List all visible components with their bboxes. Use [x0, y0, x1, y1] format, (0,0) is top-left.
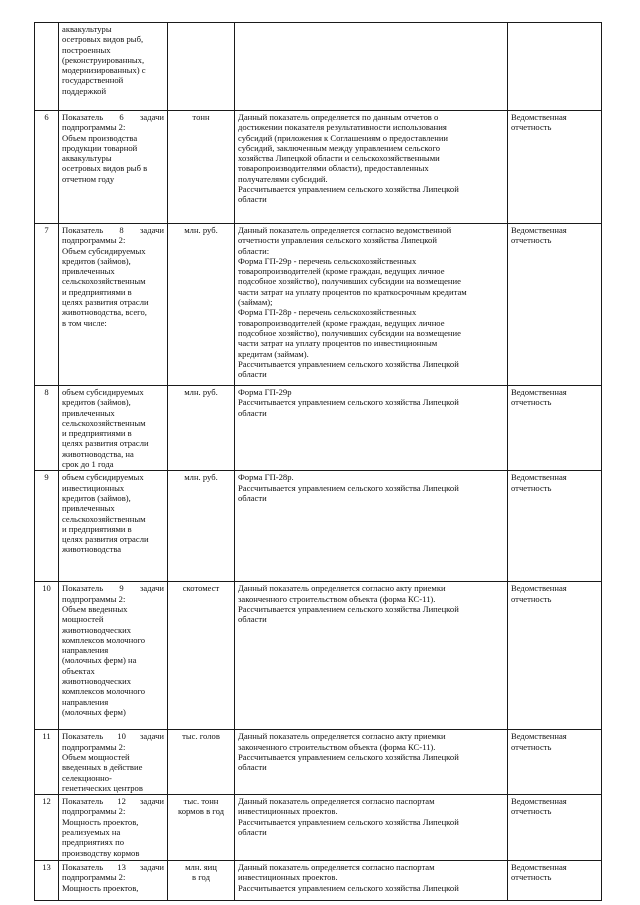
unit-line: млн. руб.	[184, 387, 218, 397]
method-cell	[235, 795, 508, 861]
table-row	[35, 23, 602, 111]
indicator-name-line: Объем субсидируемых	[62, 245, 146, 256]
indicator-name-line: животноводства	[62, 544, 122, 555]
indicator-name-cell	[59, 23, 168, 111]
indicator-name-line: направления	[62, 696, 109, 707]
method-cell	[235, 224, 508, 386]
indicator-name-line: предприятиях по	[62, 837, 125, 848]
method-line: товаропроизводителей (кроме граждан, ведущих личное	[238, 317, 445, 328]
indicator-name-line: Показатель 8 задачи	[62, 225, 164, 235]
table-row	[35, 224, 602, 386]
unit-cell	[168, 386, 235, 471]
indicator-name-line: и предприятиями в	[62, 523, 132, 534]
source-cell	[508, 386, 602, 471]
method-line: Рассчитывается управлением сельского хозяйства Липецкой	[238, 184, 459, 195]
row-number-cell	[35, 795, 59, 861]
table-row	[35, 730, 602, 795]
indicator-name-line: привлеченных	[62, 503, 115, 514]
method-line: области:	[238, 245, 270, 256]
source-cell	[508, 224, 602, 386]
unit-line: скотомест	[182, 583, 220, 594]
indicator-name-line: животноводства, всего,	[62, 307, 147, 318]
method-line: законченного строительством объекта (форма КС-11).	[238, 741, 436, 752]
method-line: подсобное хозяйство), получивших субсидии на возмещение	[238, 276, 461, 287]
indicator-name-line: Показатель 12 задачи	[62, 796, 164, 807]
method-line: области	[238, 762, 267, 773]
source-line: отчетность	[511, 122, 552, 133]
method-line: Рассчитывается управлением сельского хозяйства Липецкой	[238, 603, 459, 614]
indicator-name-line: (реконструированных,	[62, 54, 145, 65]
row-number: 10	[42, 583, 51, 594]
table-row	[35, 861, 602, 901]
indicator-name-line: кредитов (займов),	[62, 492, 131, 503]
indicator-name-line: сельскохозяйственным	[62, 513, 146, 524]
indicator-name-line: (молочных ферм)	[62, 706, 126, 717]
row-number-cell	[35, 471, 59, 582]
source-cell	[508, 23, 602, 111]
method-line: Форма ГП-28р - перечень сельскохозяйственных	[238, 307, 417, 318]
unit-line: тыс. тонн	[183, 796, 219, 807]
indicator-name-line: целях развития отрасли	[62, 534, 149, 545]
indicator-name-line: модернизированных) с	[62, 65, 146, 76]
method-line: области	[238, 614, 267, 625]
method-line: Данный показатель определяется согласно акту приемки	[238, 583, 446, 594]
indicator-name-cell	[59, 730, 168, 795]
method-cell	[235, 582, 508, 730]
indicator-name-cell	[59, 224, 168, 386]
source-line: Ведомственная	[511, 862, 567, 873]
indicator-name-line: подпрограммы 2:	[62, 872, 126, 883]
indicator-name-line: инвестиционных	[62, 482, 125, 493]
row-number-cell	[35, 386, 59, 471]
source-line: Ведомственная	[511, 796, 567, 807]
unit-cell	[168, 471, 235, 582]
indicator-name-line: объектах	[62, 665, 95, 676]
indicator-name-line: подпрограммы 2:	[62, 806, 126, 817]
method-line: Форма ГП-29р	[238, 387, 292, 397]
source-line: отчетность	[511, 741, 552, 752]
source-line: Ведомственная	[511, 225, 567, 235]
method-line: Рассчитывается управлением сельского хозяйства Липецкой	[238, 751, 459, 762]
indicator-name-cell	[59, 861, 168, 901]
indicator-name-line: Показатель 6 задачи	[62, 112, 164, 122]
source-cell	[508, 730, 602, 795]
method-line: Рассчитывается управлением сельского хозяйства Липецкой	[238, 397, 459, 408]
source-line: Ведомственная	[511, 583, 567, 594]
indicator-name-line: животноводческих	[62, 676, 132, 687]
indicator-name-line: сельскохозяйственным	[62, 417, 146, 428]
source-line: Ведомственная	[511, 387, 567, 397]
row-number: 6	[44, 112, 49, 122]
unit-line: тыс. голов	[182, 731, 220, 742]
unit-line: в год	[192, 872, 210, 883]
indicator-name-line: привлеченных	[62, 266, 115, 277]
method-line: области	[238, 194, 267, 205]
row-number-cell	[35, 861, 59, 901]
unit-line: млн. яиц	[185, 862, 217, 873]
row-number: 11	[42, 731, 51, 742]
indicator-name-line: поддержкой	[62, 85, 107, 96]
method-line: подсобное хозяйство), получивших субсидии на возмещение	[238, 327, 461, 338]
indicator-name-line: сельскохозяйственным	[62, 276, 146, 287]
indicator-name-line: Объем производства	[62, 132, 138, 143]
method-cell	[235, 471, 508, 582]
method-line: Форма ГП-28р.	[238, 472, 294, 483]
indicator-name-line: Показатель 10 задачи	[62, 731, 164, 742]
indicator-name-line: кредитов (займов),	[62, 397, 131, 408]
indicator-name-line: Объем мощностей	[62, 751, 130, 762]
unit-cell	[168, 861, 235, 901]
indicator-name-cell	[59, 386, 168, 471]
method-line: субсидий, заключенным между управлением сельского	[238, 142, 441, 153]
source-line: отчетность	[511, 235, 552, 246]
table-row	[35, 386, 602, 471]
indicator-name-line: производству кормов	[62, 847, 140, 858]
table-row	[35, 582, 602, 730]
table-row	[35, 795, 602, 861]
method-cell	[235, 23, 508, 111]
unit-line: тонн	[192, 112, 210, 122]
source-cell	[508, 111, 602, 224]
indicator-name-line: кредитов (займов),	[62, 255, 131, 266]
unit-cell	[168, 224, 235, 386]
method-line: хозяйства Липецкой области и сельскохозяйственными	[238, 153, 440, 164]
method-line: Данный показатель определяется согласно паспортам	[238, 796, 435, 807]
source-line: отчетность	[511, 806, 552, 817]
indicator-name-cell	[59, 111, 168, 224]
method-line: Рассчитывается управлением сельского хозяйства Липецкой	[238, 882, 459, 893]
indicator-name-line: комплексов молочного	[62, 634, 146, 645]
indicator-name-cell	[59, 471, 168, 582]
indicator-name-line: (молочных ферм) на	[62, 655, 137, 666]
source-cell	[508, 471, 602, 582]
indicator-name-line: в том числе:	[62, 317, 107, 328]
method-line: инвестиционных проектов.	[238, 872, 338, 883]
row-number-cell	[35, 23, 59, 111]
source-line: отчетность	[511, 397, 552, 408]
indicator-name-line: и предприятиями в	[62, 428, 132, 439]
method-line: Рассчитывается управлением сельского хозяйства Липецкой	[238, 816, 459, 827]
method-line: отчетности управления сельского хозяйства Липецкой	[238, 235, 437, 246]
method-cell	[235, 730, 508, 795]
unit-line: млн. руб.	[184, 225, 218, 235]
indicator-name-line: направления	[62, 645, 109, 656]
indicator-name-line: мощностей	[62, 614, 104, 625]
table-row	[35, 111, 602, 224]
method-line: Данный показатель определяется согласно ведомственной	[238, 225, 452, 235]
indicator-table	[34, 22, 602, 901]
method-line: (займам);	[238, 297, 273, 308]
method-line: области	[238, 492, 267, 503]
source-cell	[508, 795, 602, 861]
indicator-name-line: подпрограммы 2:	[62, 741, 126, 752]
indicator-name-line: и предприятиями в	[62, 286, 132, 297]
unit-cell	[168, 795, 235, 861]
method-line: области	[238, 827, 267, 838]
indicator-name-line: генетических центров	[62, 782, 143, 793]
indicator-name-line: Объем введенных	[62, 603, 128, 614]
indicator-table-body	[35, 23, 602, 901]
method-line: Форма ГП-29р - перечень сельскохозяйственных	[238, 255, 417, 266]
source-line: Ведомственная	[511, 472, 567, 483]
method-line: области	[238, 369, 267, 380]
indicator-name-line: объем субсидируемых	[62, 387, 144, 397]
indicator-name-line: осетровых видов рыб,	[62, 34, 144, 45]
method-line: кредитам (займам).	[238, 348, 309, 359]
source-cell	[508, 861, 602, 901]
unit-cell	[168, 111, 235, 224]
source-cell	[508, 582, 602, 730]
indicator-name-line: введенных в действие	[62, 762, 143, 773]
source-line: Ведомственная	[511, 112, 567, 122]
method-line: товаропроизводителями области), предоставленных	[238, 163, 429, 174]
table-row	[35, 471, 602, 582]
row-number-cell	[35, 582, 59, 730]
indicator-name-line: подпрограммы 2:	[62, 122, 126, 133]
indicator-name-line: Показатель 13 задачи	[62, 862, 164, 873]
row-number-cell	[35, 730, 59, 795]
row-number: 12	[42, 796, 51, 807]
unit-cell	[168, 582, 235, 730]
method-line: Рассчитывается управлением сельского хозяйства Липецкой	[238, 482, 459, 493]
indicator-name-line: отчетном году	[62, 173, 115, 184]
indicator-name-line: целях развития отрасли	[62, 297, 149, 308]
unit-line: кормов в год	[177, 806, 225, 817]
row-number: 7	[44, 225, 49, 235]
method-line: Рассчитывается управлением сельского хозяйства Липецкой	[238, 358, 459, 369]
indicator-name-line: целях развития отрасли	[62, 438, 149, 449]
unit-cell	[168, 730, 235, 795]
method-line: законченного строительством объекта (форма КС-11).	[238, 593, 436, 604]
indicator-name-cell	[59, 795, 168, 861]
indicator-name-cell	[59, 582, 168, 730]
indicator-name-line: Показатель 9 задачи	[62, 583, 164, 594]
indicator-name-line: животноводства, на	[62, 448, 134, 459]
indicator-name-line: продукции товарной	[62, 142, 138, 153]
indicator-name-line: государственной	[62, 75, 124, 86]
method-line: получателями субсидий.	[238, 173, 328, 184]
method-line: части затрат на уплату процентов по краткосрочным кредитам	[238, 286, 467, 297]
method-line: части затрат на уплату процентов по инвестиционным	[238, 338, 438, 349]
indicator-name-line: Мощность проектов,	[62, 882, 139, 893]
indicator-name-line: привлеченных	[62, 407, 115, 418]
indicator-name-line: осетровых видов рыб в	[62, 163, 148, 174]
source-line: отчетность	[511, 593, 552, 604]
indicator-name-line: животноводческих	[62, 624, 132, 635]
indicator-name-line: аквакультуры	[62, 24, 112, 34]
row-number-cell	[35, 111, 59, 224]
indicator-name-line: подпрограммы 2:	[62, 235, 126, 246]
method-line: Данный показатель определяется согласно акту приемки	[238, 731, 446, 742]
indicator-name-line: построенных	[62, 44, 111, 55]
method-cell	[235, 861, 508, 901]
method-line: инвестиционных проектов.	[238, 806, 338, 817]
method-line: товаропроизводителей (кроме граждан, ведущих личное	[238, 266, 445, 277]
method-cell	[235, 111, 508, 224]
indicator-name-line: реализуемых на	[62, 827, 121, 838]
indicator-name-line: селекционно-	[62, 772, 112, 783]
method-line: Данный показатель определяется согласно паспортам	[238, 862, 435, 873]
source-line: отчетность	[511, 872, 552, 883]
method-line: субсидий (приложения к Соглашениям о предоставлении	[238, 132, 449, 143]
unit-cell	[168, 23, 235, 111]
unit-line: млн. руб.	[184, 472, 218, 483]
indicator-name-line: Мощность проектов,	[62, 816, 139, 827]
method-cell	[235, 386, 508, 471]
indicator-name-line: комплексов молочного	[62, 686, 146, 697]
source-line: отчетность	[511, 482, 552, 493]
method-line: Данный показатель определяется по данным отчетов о	[238, 112, 439, 122]
indicator-name-line: срок до 1 года	[62, 459, 114, 470]
row-number-cell	[35, 224, 59, 386]
method-line: области	[238, 407, 267, 418]
row-number: 8	[44, 387, 49, 397]
method-line: достижении показателя результативности использования	[238, 122, 447, 133]
indicator-name-line: аквакультуры	[62, 153, 112, 164]
indicator-name-line: объем субсидируемых	[62, 472, 144, 483]
row-number: 9	[44, 472, 49, 483]
source-line: Ведомственная	[511, 731, 567, 742]
row-number: 13	[42, 862, 51, 873]
indicator-name-line: подпрограммы 2:	[62, 593, 126, 604]
